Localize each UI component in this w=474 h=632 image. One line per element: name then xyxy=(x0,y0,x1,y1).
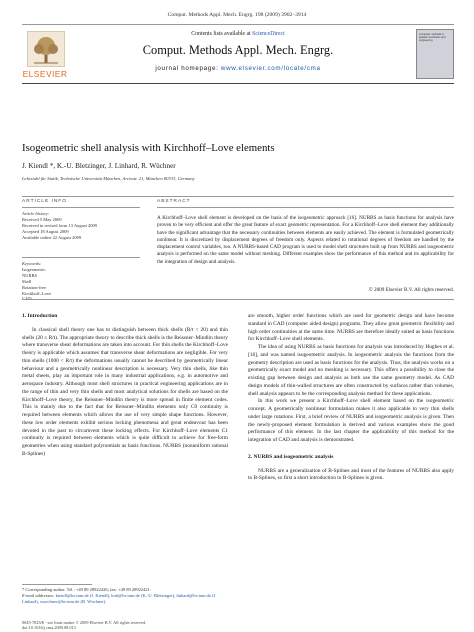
abstract-text: A Kirchhoff–Love shell element is developed on the basis of the isogeometric approach [16]. NURBS as basis functions for analysis have proven to be very efficient and offer the great feature of exact geometric representation. For a Kirchhoff–Love shell element they additionally have the significant advantage that the necessary continuities between elements are easily achieved. The element is formulated geometrically nonlinear. It is discretized by displacement degrees of freedom only. Aspects related to rotational degrees of freedom are handled by the displacement control variables, too. A NURBS-based CAD program is used to model shell structures built up from NURBS and isogeometric analysis is performed on the same model without meshing. Different examples show the performance of this method and its applicability for the integration of design and analysis. xyxy=(157,215,454,265)
history-item: Received in revised form 13 August 2009 xyxy=(22,222,97,228)
footnote-rule xyxy=(22,584,92,585)
keyword: Isogeometric xyxy=(22,266,46,272)
keyword: Shell xyxy=(22,278,32,284)
journal-cover-thumbnail xyxy=(416,29,454,79)
divider xyxy=(22,207,140,208)
journal-title: Comput. Methods Appl. Mech. Engrg. xyxy=(142,43,334,57)
journal-homepage xyxy=(22,65,454,72)
journal-masthead xyxy=(22,24,454,84)
keywords xyxy=(22,261,140,302)
divider xyxy=(22,257,140,258)
section-heading-nurbs: 2. NURBS and isogeometric analysis xyxy=(248,453,334,460)
author-list: J. Kiendl *, K.-U. Bletzinger, J. Linhard, R. Wüchner xyxy=(22,162,176,170)
keyword: NURBS xyxy=(22,272,38,278)
history-item: Available online 22 August 2009 xyxy=(22,234,82,240)
divider xyxy=(22,196,454,197)
availability-line xyxy=(22,31,454,37)
history-item: Accepted 18 August 2009 xyxy=(22,228,69,234)
email-label: E-mail addresses: xyxy=(22,593,55,599)
homepage-link[interactable]: www.elsevier.com/locate/cma xyxy=(220,65,321,72)
doi: doi:10.1016/j.cma.2009.08.013 xyxy=(22,625,76,631)
section-heading-introduction: 1. Introduction xyxy=(22,313,58,319)
paragraph: NURBS are a generalization of B-Splines and most of the features of NURBS also apply to B-Splines, so first a short introduction to B-Splines is given. xyxy=(248,467,454,482)
cover-text: Computer methods in applied mechanics and engineering xyxy=(419,33,446,43)
copyright-notice: © 2009 Elsevier B.V. All rights reserved. xyxy=(368,287,454,293)
article-info-heading: ARTICLE INFO xyxy=(22,199,67,204)
keyword: CAD xyxy=(22,296,32,302)
homepage-prefix: journal homepage: xyxy=(155,65,219,72)
keyword: Kirchhoff–Love xyxy=(22,290,52,296)
email-addresses[interactable]: kiendl@bv.tum.de (J. Kiendl), kub@bv.tum.de (K.-U. Bletzinger), linhard@bv.tum.de (J. Linhard), wuechner@bv.tum.de (R. Wüchner). xyxy=(22,593,217,605)
affiliation: Lehrstuhl für Statik, Technische Universität München, Arcisstr. 21, München 80333, Germany xyxy=(22,176,195,181)
front-matter-note: 0045-7825/$ - see front matter © 2009 Elsevier B.V. All rights reserved. xyxy=(22,620,147,625)
footnote xyxy=(22,587,228,606)
article-title: Isogeometric shell analysis with Kirchhoff–Love elements xyxy=(22,142,275,154)
abstract-heading: ABSTRACT xyxy=(157,199,191,204)
left-column xyxy=(22,313,228,459)
journal-reference: Comput. Methods Appl. Mech. Engrg. 198 (2009) 3902–3914 xyxy=(167,12,307,18)
corresponding-author-note: * Corresponding author. Tel.: +49 89 28922426; fax: +49 89 28922421. xyxy=(22,587,152,592)
divider xyxy=(157,207,454,208)
paragraph: are smooth, higher order functions which are used for geometric design and have become standard in CAD (computer aided design) programs. They allow great geometric flexibility and high order continuities at the same time. NURBS are therefore ideally suited as basis functions for Kirchhoff–Love shell elements. xyxy=(248,313,454,343)
paragraph: The idea of using NURBS as basis functions for analysis was introduced by Hughes et al. [16], and was named isogeometric analysis. In isogeometric analysis the functions from the geometry description are used as basis functions for the analysis. Thus, the analysis works on a geometrically exact model and no meshing is necessary. This offers a possibility to close the existing gap between design and analysis as both use the same geometry model. As CAD design models of thin-walled structures are often constructed by surfaces rather than volumes, shell analysis appears to be the corresponding analysis method for these applications. xyxy=(248,344,454,397)
history-label: Article history: xyxy=(22,211,50,216)
email-line xyxy=(22,593,228,605)
divider xyxy=(22,299,454,300)
publisher-logo-text: ELSEVIER xyxy=(22,69,68,79)
history-item: Received 5 May 2009 xyxy=(22,216,62,222)
bottom-note xyxy=(22,620,282,631)
paragraph: In this work we present a Kirchhoff–Love shell element based on the isogeometric concept. A geometrically nonlinear formulation makes it also applicable to very thin shells under large rotations. First, a brief review of NURBS and isogeometric analysis is given. Then the newly-proposed element formulation is derived and various examples show the good performance of this element. In the last chapter the applicability of this method for the integration of CAD and analysis is demonstrated. xyxy=(248,398,454,443)
article-history xyxy=(22,211,140,241)
paragraph: In classical shell theory one has to distinguish between thick shells (R/t < 20) and thin shells (20 ≤ R/t). The appropriate theory to describe thick shells is the Reissner–Mindlin theory where transverse shear deformations are taken into account. For thin shells the Kirchhoff–Love theory is applicable which assumes that transverse shear deformations are negligible. For very thin shells (1000 < R/t) the deformations usually cannot be described by geometrically linear behaviour and a geometrically nonlinear description is necessary. Very thin shells, like thin metal sheets, play an important role in many industrial applications, e.g. in automotive and aerospace industry. Although most shell structures in practical engineering applications are in the range of thin and very thin shells and most analytical solutions for shells are based on the Kirchhoff–Love theory, the Reissner–Mindlin theory is more spread in finite element codes. This is mainly due to the fact that for Reissner–Mindlin elements only C0 continuity is required between elements which allows the use of very simple shape functions. However, these low order elements exhibit serious locking phenomena and great endeavour has been devoted in the past to circumvent these locking effects. For Kirchhoff–Love elements C1 continuity is required between elements which is quite difficult to achieve for free-form geometries when using standard polynomials as basis functions. NURBS (nonuniform rational B-Splines) xyxy=(22,326,228,457)
keyword: Rotation-free xyxy=(22,284,46,290)
keywords-label: Keywords: xyxy=(22,261,42,266)
sciencedirect-link[interactable]: ScienceDirect xyxy=(252,31,285,37)
right-column xyxy=(248,313,454,483)
availability-prefix: Contents lists available at xyxy=(191,31,251,37)
